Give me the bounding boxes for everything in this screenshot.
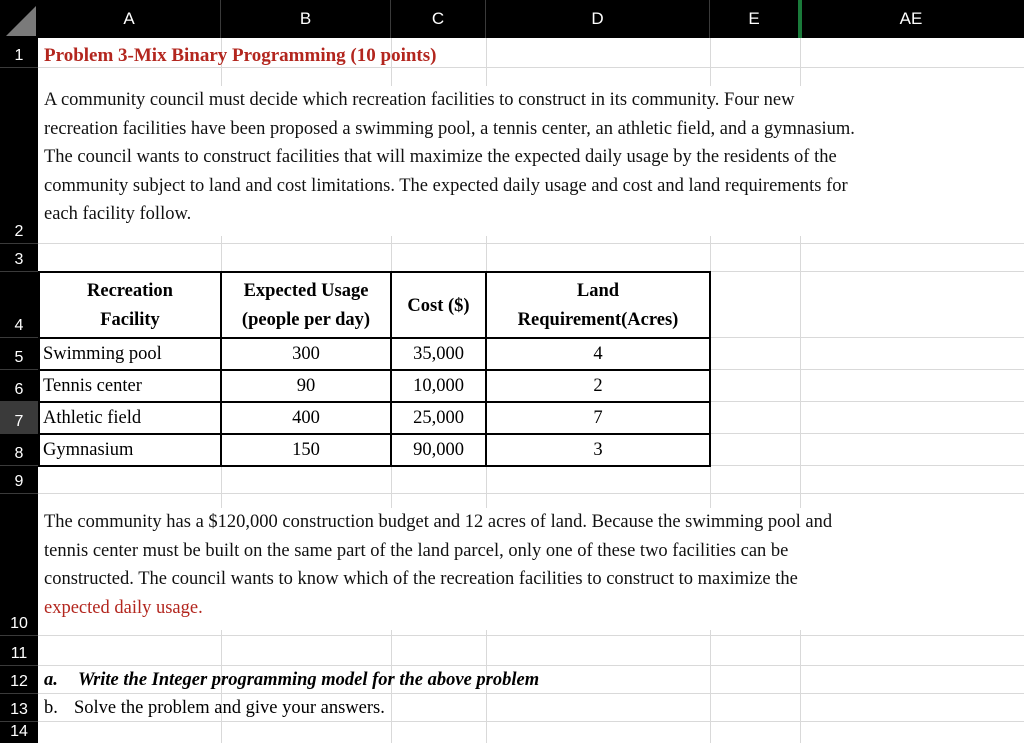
usage-cell[interactable]: 400 (292, 407, 320, 428)
header-facility[interactable] (40, 275, 220, 337)
header-cost[interactable] (392, 275, 485, 337)
header-facility-line1: Recreation (87, 281, 173, 301)
question-b-label[interactable]: b. (44, 698, 58, 718)
column-header-e[interactable]: E (710, 0, 800, 38)
row-header-6[interactable]: 6 (0, 370, 38, 402)
row-header-1[interactable]: 1 (0, 38, 38, 68)
question-a-label[interactable]: a. (44, 670, 58, 690)
header-cost-label: Cost ($) (407, 295, 470, 316)
usage-cell[interactable]: 300 (292, 343, 320, 364)
row-header-7[interactable]: 7 (0, 402, 38, 434)
row-header-12[interactable]: 12 (0, 666, 38, 694)
row-header-5[interactable]: 5 (0, 338, 38, 370)
row-header-9[interactable]: 9 (0, 466, 38, 494)
intro-paragraph[interactable] (44, 86, 1019, 236)
constraints-line: constructed. The council wants to know which of the recreation facilities to construct to maximize the (44, 569, 798, 589)
cost-cell[interactable]: 10,000 (413, 375, 464, 396)
row-header-14[interactable]: 14 (10, 723, 28, 740)
constraints-line: The community has a $120,000 construction budget and 12 acres of land. Because the swimming pool and (44, 512, 833, 532)
constraints-last-line: expected daily usage. (44, 597, 203, 618)
header-usage-line1: Expected Usage (243, 281, 369, 301)
header-land-line2: Requirement(Acres) (517, 310, 679, 330)
intro-line: recreation facilities have been proposed a swimming pool, a tennis center, an athletic field, and a gymnasium. (44, 118, 855, 139)
row-header-8[interactable]: 8 (0, 434, 38, 466)
column-header-a[interactable]: A (38, 0, 221, 38)
gridline (38, 635, 1024, 636)
question-b-text[interactable]: Solve the problem and give your answers. (74, 698, 385, 718)
column-header-c[interactable]: C (391, 0, 486, 38)
land-cell[interactable]: 2 (593, 375, 603, 396)
row-header-10[interactable]: 10 (0, 494, 38, 636)
row-header-4[interactable]: 4 (0, 272, 38, 338)
gridline (38, 665, 1024, 666)
row-header-13[interactable]: 13 (0, 694, 38, 722)
facility-cell[interactable]: Tennis center (43, 375, 142, 396)
intro-line: community subject to land and cost limitations. The expected daily usage and cost and land requirements for (44, 175, 848, 196)
intro-line: each facility follow. (44, 204, 192, 224)
gridline (38, 243, 1024, 244)
land-cell[interactable]: 7 (593, 407, 603, 428)
gridline (38, 721, 1024, 722)
select-all-icon (6, 6, 36, 36)
intro-line: The council wants to construct facilities that will maximize the expected daily usage by the residents of the (44, 147, 837, 167)
problem-title[interactable]: Problem 3-Mix Binary Programming (10 points) (44, 45, 437, 66)
select-all-corner[interactable] (0, 0, 38, 38)
cost-cell[interactable]: 90,000 (413, 439, 464, 460)
facility-cell[interactable]: Athletic field (43, 407, 142, 428)
land-cell[interactable]: 4 (593, 343, 603, 364)
constraints-line: tennis center must be built on the same part of the land parcel, only one of these two facilities can be (44, 540, 789, 561)
column-header-d[interactable]: D (486, 0, 710, 38)
gridline (38, 693, 1024, 694)
land-cell[interactable]: 3 (593, 439, 603, 460)
usage-cell[interactable]: 150 (292, 439, 320, 460)
row-header-3[interactable]: 3 (0, 244, 38, 272)
intro-line: A community council must decide which recreation facilities to construct in its community. Four new (44, 90, 795, 110)
facility-cell[interactable]: Swimming pool (43, 343, 162, 364)
cost-cell[interactable]: 25,000 (413, 407, 464, 428)
gridline (38, 493, 1024, 494)
row-header-2[interactable]: 2 (0, 68, 38, 244)
header-usage[interactable] (222, 275, 390, 337)
header-usage-line2: (people per day) (241, 310, 371, 330)
header-land-line1: Land (576, 281, 620, 301)
constraints-paragraph[interactable] (44, 508, 1019, 630)
facility-cell[interactable]: Gymnasium (43, 439, 134, 460)
usage-cell[interactable]: 90 (296, 375, 316, 396)
header-facility-line2: Facility (100, 310, 160, 330)
header-land[interactable] (487, 275, 709, 337)
row-header-11[interactable]: 11 (0, 636, 38, 666)
column-header-ae[interactable]: AE (800, 0, 1020, 38)
cost-cell[interactable]: 35,000 (413, 343, 464, 364)
question-a-text[interactable]: Write the Integer programming model for the above problem (78, 670, 540, 690)
column-header-b[interactable]: B (221, 0, 391, 38)
